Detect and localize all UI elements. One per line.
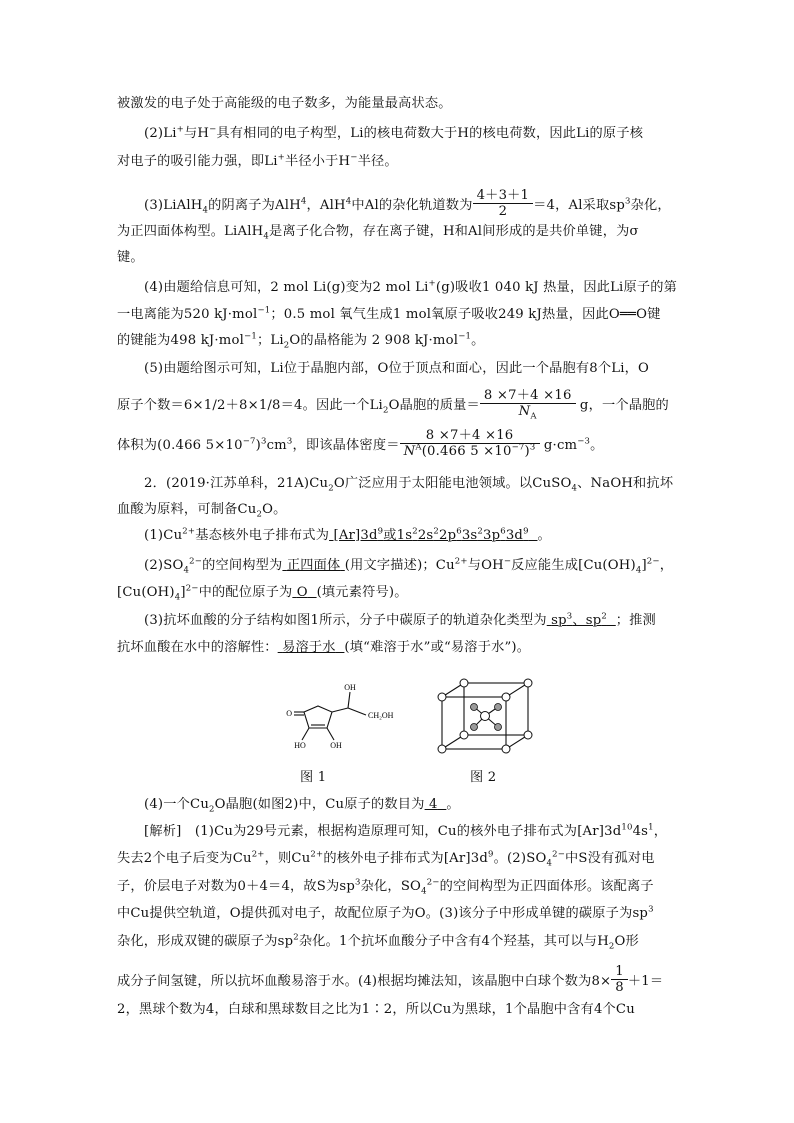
text: 键。 [117,250,144,265]
superscript: 2− [185,583,199,594]
corner-atom [502,693,510,701]
text: 2．(2019·江苏单科，21A)Cu [144,476,329,491]
text: ＋1＝ [627,974,664,989]
text-line [117,430,680,461]
text: 中Al的杂化轨道数为 [351,198,473,213]
text: 失去2个电子后变为Cu [117,851,252,866]
text-line [144,611,680,631]
text: 2，黑球个数为4，白球和黑球数目之比为1∶2，所以Cu为黑球，1个晶胞中含有4个Cu [117,1002,635,1017]
text: 成分子间氢键，所以抗坏血酸易溶于水。(4)根据均摊法知，该晶胞中白球个数为8× [117,974,612,989]
text-line [117,94,680,114]
mol-label: CH₂OH [368,711,394,720]
text: 对电子的吸引能力强，即Li [117,154,278,169]
figure-caption [300,768,340,788]
text: 的阴离子为AlH [208,198,301,213]
text: ) [255,438,261,453]
corner-atom [502,745,510,753]
figure-1-molecule [282,680,412,760]
mol-label: OH [344,683,356,692]
text-line [117,222,680,242]
superscript: −1 [244,331,257,342]
text-line [117,152,680,172]
text: ，即该晶体密度＝ [292,438,400,453]
subscript: 4 [263,231,269,242]
text-line [117,966,680,997]
superscript: 1 [648,822,654,833]
figure-caption [470,768,510,788]
text: (4)一个Cu [144,797,210,812]
text-line [144,474,680,494]
text: O晶胞的质量＝ [388,398,480,413]
mol-label: O [286,709,292,718]
superscript: 2+ [454,556,468,567]
avogadro-symbol: N [403,444,416,459]
text: ， [653,824,668,839]
superscript: 3 [286,436,293,447]
text: (用文字描述)；Cu [344,558,455,573]
text: 3s [461,528,478,543]
text: sp [551,613,567,628]
superscript: 3 [529,442,536,453]
text: 、sp [572,613,602,628]
text: 。(2)SO [493,851,547,866]
fraction-numerator: 8 ×7＋4 ×16 [400,428,540,444]
fig2-label: 图 2 [470,770,497,785]
text: O晶胞(如图2)中，Cu原子的数目为 [214,797,425,812]
text: [Cu(OH) [117,585,175,600]
superscript: − [350,152,358,163]
superscript: 9 [487,849,494,860]
text-line [117,849,680,869]
superscript: 2 [293,932,299,943]
fraction [480,388,576,422]
text: 子，价层电子对数为0＋4＝4，故S为sp [117,879,356,894]
text: (填元素符号)。 [316,585,408,600]
text: ，则Cu [264,851,311,866]
fraction [400,428,540,459]
text: 的键能为498 kJ·mol [117,333,245,348]
superscript: 2 [601,611,607,622]
corner-atom [524,731,532,739]
cu-atom [471,704,478,711]
superscript: A [415,442,422,453]
text-line [144,124,680,144]
text: 4s [632,824,649,839]
fraction [473,188,534,219]
text-line [144,556,680,576]
text: 杂化，形成双键的碳原子为sp [117,934,294,949]
fraction-numerator: 8 ×7＋4 ×16 [480,388,576,404]
paragraph-text: 被激发的电子处于高能级的电子数多，为能量最高状态。 [117,96,452,111]
text-line [144,795,680,815]
text: 。 [471,333,485,348]
superscript: 3 [355,877,361,888]
superscript: − [209,124,217,135]
superscript: 2 [477,526,483,537]
text: (2)SO [144,558,184,573]
answer-blank [425,797,447,812]
superscript: + [176,124,184,135]
subscript: 4 [183,565,190,576]
superscript: 6 [456,526,462,537]
subscript: 2 [608,941,615,952]
fraction-denominator [480,404,576,422]
text: g，一个晶胞的 [575,398,669,413]
text-line [144,822,680,842]
subscript: 2 [209,804,215,815]
text: ， [659,558,674,573]
center-atom [481,712,490,721]
fraction-denominator [400,444,540,459]
fraction-denominator: 8 [615,980,624,995]
oh-bond [327,728,334,740]
text: 具有相同的电子构型，Li的核电荷数大于H的核电荷数，因此Li的原子核 [216,126,644,141]
text: 。 [537,528,551,543]
text: 2p [438,528,457,543]
text-line [117,1000,680,1020]
text: ＝4，Al采取sp [533,198,626,213]
text: 半径。 [357,154,398,169]
text: cm [266,438,287,453]
text: 基态核外电子排布式为 [195,528,330,543]
text: 正四面体 [286,558,341,573]
text: 中Cu提供空轨道，O提供孤对电子，故配位原子为O。(3)该分子中形成单键的碳原子为sp [117,906,649,921]
answer-blank [329,528,537,543]
text: 原子个数＝6×1/2＋8×1/8＝4。因此一个Li [117,398,383,413]
text: 与H [183,126,210,141]
subscript: 2 [328,483,334,494]
superscript: −7 [242,436,256,447]
text: 一电离能为520 kJ·mol [117,307,258,322]
text: (填“难溶于水”或“易溶于水”)。 [344,640,531,655]
corner-atom [460,731,468,739]
avogadro-symbol: N [518,404,531,419]
fig1-label: 图 1 [300,770,327,785]
text: (4)由题给信息可知，2 mol Li(g)变为2 mol Li [144,280,429,295]
text: ，AlH [306,198,346,213]
text: ；推测 [615,613,656,628]
text: 为正四面体构型。LiAlH [117,224,264,239]
text: 。 [446,797,460,812]
text-line [117,932,680,952]
superscript: 2+ [310,849,324,860]
superscript: 4 [345,196,352,207]
text: (2)Li [144,126,177,141]
cu-atom [495,724,502,731]
text: ] [641,558,647,573]
text-line [117,904,680,924]
fraction-denominator: 2 [498,204,508,219]
superscript: −3 [577,436,591,447]
subscript: A [530,411,537,422]
text: 、NaOH和抗坏 [577,476,674,491]
corner-atom [524,679,532,687]
text-line [117,305,680,325]
superscript: 2+ [182,526,196,537]
text: (0.466 5 ×10 [421,444,512,459]
text: O的晶格能为 2 908 kJ·mol [289,333,459,348]
superscript: + [428,278,436,289]
subscript: 2 [256,509,263,520]
superscript: 2− [189,556,203,567]
text: O形 [614,934,639,949]
superscript: −1 [458,331,472,342]
fraction-numerator: 1 [611,964,628,980]
superscript: 10 [621,822,633,833]
text: (3)抗坏血酸的分子结构如图1所示，分子中碳原子的轨道杂化类型为 [144,613,547,628]
superscript: − [503,556,512,567]
text: (g)吸收1 040 kJ 热量，因此Li原子的第 [435,280,678,295]
text: 的空间构型为 [202,558,283,573]
text: 血酸为原料，可制备Cu [117,502,257,517]
superscript: 3 [648,904,654,915]
text: 的核外电子排布式为[Ar]3d [323,851,488,866]
superscript: 2+ [251,849,265,860]
superscript: −7 [511,442,525,453]
superscript: 9 [523,526,529,537]
superscript: 2 [412,526,418,537]
text: O。 [262,502,287,517]
figure-2-unit-cell [432,677,542,757]
text: 3d [505,528,524,543]
text: 半径小于H [284,154,351,169]
fraction-numerator: 4＋3＋1 [473,188,534,204]
text-line [117,390,680,421]
superscript: 2 [433,526,439,537]
subscript: 4 [571,483,578,494]
text: [解析] (1)Cu为29号元素，根据构造原理可知，Cu的核外电子排布式为[Ar]3d [144,824,622,839]
text: ] [180,585,186,600]
superscript: 9 [377,526,384,537]
text: 杂化， [630,198,671,213]
text: 或1s [383,528,413,543]
text: [Ar]3d [333,528,378,543]
text: 2s [417,528,434,543]
superscript: + [277,152,285,163]
corner-atom [438,693,446,701]
superscript: −1 [257,305,271,316]
text: (3)LiAlH [144,198,203,213]
text-line [117,248,680,268]
subscript: 2 [382,405,389,416]
answer-blank [278,640,345,655]
corner-atom [438,745,446,753]
text-line [144,190,680,221]
superscript: 2− [646,556,660,567]
text: g·cm [539,438,578,453]
text: 与OH [467,558,504,573]
text: O广泛应用于太阳能电池领域。以CuSO [333,476,572,491]
superscript: 3 [566,611,573,622]
text: 中S没有孤对电 [565,851,655,866]
text-line [117,583,680,603]
corner-atom [460,679,468,687]
cu-atom [471,724,478,731]
subscript: 4 [174,592,181,603]
ch2oh-bond [348,708,366,715]
mol-label: OH [330,741,342,750]
superscript: 2− [552,849,566,860]
ho-bond [302,728,309,740]
text-line [117,500,680,520]
subscript: 4 [421,886,427,897]
text-line [117,638,680,658]
text: 3p [483,528,501,543]
subscript: 2 [283,340,290,351]
text-line [144,278,680,298]
cu-atom [495,704,502,711]
text: 体积为(0.466 5×10 [117,438,243,453]
text: 杂化。1个抗坏血酸分子中含有4个羟基，其可以与H [298,934,609,949]
text: 。 [590,438,604,453]
text: 的空间构型为正四面体形。该配离子 [439,879,654,894]
text: 反应能生成[Cu(OH) [511,558,636,573]
superscript: 4 [300,196,307,207]
answer-blank [292,585,316,600]
text-line [117,331,680,351]
text: 杂化，SO [360,879,422,894]
fraction [611,964,628,995]
oh-up-bond [348,692,350,708]
superscript: 3 [260,436,267,447]
text: (1)Cu [144,528,183,543]
text: ；0.5 mol 氧气生成1 mol氧原子吸收249 kJ热量，因此O══O键 [270,307,661,322]
superscript: 3 [625,196,631,207]
superscript: 2− [426,877,440,888]
text: 中的配位原子为 [198,585,293,600]
text: ) [524,444,530,459]
subscript: 4 [635,565,642,576]
text-line [144,359,680,379]
superscript: 6 [500,526,506,537]
subscript: 4 [546,858,553,869]
answer-blank [282,558,344,573]
side-chain-bond [332,708,348,712]
mol-label: HO [294,741,306,750]
text: 抗坏血酸在水中的溶解性： [117,640,278,655]
text-line [117,877,680,897]
text: 易溶于水 [282,640,336,655]
text: O [296,585,308,600]
text-line [144,526,680,546]
text: (5)由题给图示可知，Li位于晶胞内部，O位于顶点和面心，因此一个晶胞有8个Li，O [144,361,650,376]
text: 是离子化合物，存在离子键，H和Al间形成的是共价单键，为σ [268,224,639,239]
text: 4 [429,797,438,812]
subscript: 4 [202,205,209,216]
text: ；Li [256,333,284,348]
answer-blank [547,613,616,628]
